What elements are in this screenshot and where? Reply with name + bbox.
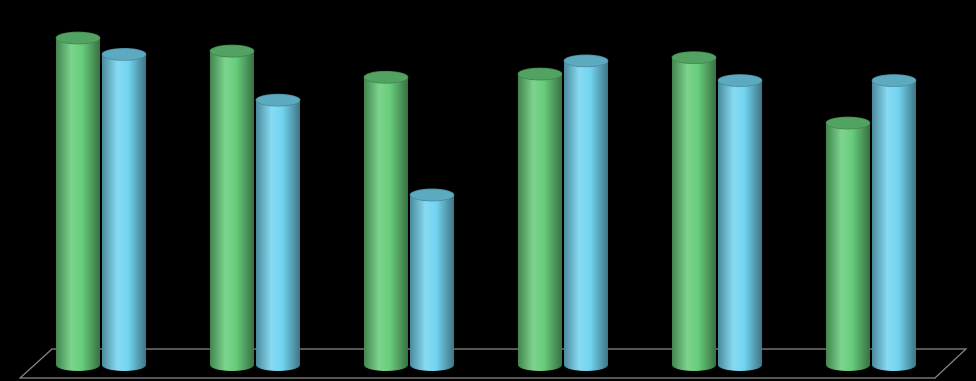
bar-cap [718, 75, 762, 87]
bar-cap [256, 94, 300, 106]
bar-series-2-cat-2 [256, 94, 300, 371]
bar-body [56, 38, 100, 371]
bar-body [564, 61, 608, 371]
bar-body [410, 195, 454, 371]
bar-series-2-cat-1 [102, 48, 146, 371]
chart-floor [20, 349, 966, 378]
bar-cap [826, 117, 870, 129]
bar-body [826, 123, 870, 371]
bar-series-1-cat-3 [364, 71, 408, 371]
bar-series-2-cat-4 [564, 55, 608, 371]
bar-cap [364, 71, 408, 83]
bar-series-1-cat-2 [210, 45, 254, 371]
bar-body [256, 100, 300, 371]
bar-cap [210, 45, 254, 57]
bar-series-2-cat-6 [872, 75, 916, 371]
bars-layer [56, 32, 916, 371]
bar-body [102, 54, 146, 371]
bar-cap [872, 75, 916, 87]
bar-cap [56, 32, 100, 44]
bar-series-1-cat-4 [518, 68, 562, 371]
bar-cap [564, 55, 608, 67]
bar-body [518, 74, 562, 371]
bar-cap [102, 48, 146, 60]
bar-body [872, 81, 916, 371]
bar-cap [518, 68, 562, 80]
bar-body [210, 51, 254, 371]
bar-series-1-cat-5 [672, 52, 716, 371]
bar-series-1-cat-6 [826, 117, 870, 371]
bar-cap [672, 52, 716, 64]
bar-body [718, 81, 762, 371]
bar-series-2-cat-3 [410, 189, 454, 371]
bar-body [364, 77, 408, 371]
bar-series-2-cat-5 [718, 75, 762, 371]
bar-body [672, 58, 716, 371]
bar-cap [410, 189, 454, 201]
bar-series-1-cat-1 [56, 32, 100, 371]
